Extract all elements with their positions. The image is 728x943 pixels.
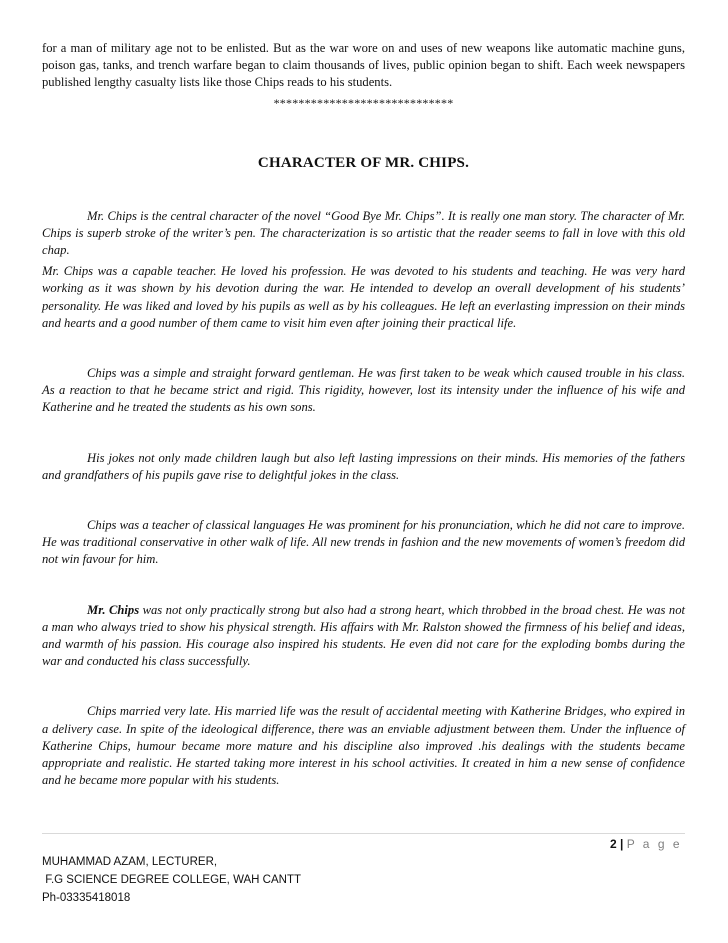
paragraph-6-text: was not only practically strong but also had a strong heart, which throbbed in the broad chest. He was not a man who always tried to show his physical strength. His affairs with Mr. Ralston showed the firmness of his belief and ideas, and warmth of his passion. His courage also inspired his students. He even did not care for the exploding bombs during the war and conducted his class successfully. — [42, 602, 685, 669]
footer-divider — [42, 833, 685, 834]
paragraph-3: Chips was a simple and straight forward gentleman. He was first taken to be weak which caused trouble in his class. As a reaction to that he became strict and rigid. This rigidity, however, lost its intensity under the influence of his wife and Katherine and he treated the students as his own sons. — [42, 366, 685, 415]
paragraph-2: Mr. Chips was a capable teacher. He loved his profession. He was devoted to his students and teaching. He was very hard working as it was shown by his devotion during the war. He intended to develop an overall development of his students’ personality. He was liked and loved by his pupils as well as by his colleagues. He left an everlasting impression on their minds and hearts and a good number of them came to visit him even after joining their practical life. — [42, 264, 685, 330]
page-label: P a g e — [626, 837, 682, 851]
paragraph-5: Chips was a teacher of classical languages He was prominent for his pronunciation, which he did not care to improve. He was traditional conservative in other walk of life. All new trends in fashion and the new movements of women’s freedom did not win favour for him. — [42, 518, 685, 567]
footer-author-name: MUHAMMAD AZAM, LECTURER, — [42, 856, 218, 868]
bold-lead: Mr. Chips — [87, 602, 140, 617]
paragraph-7: Chips married very late. His married life was the result of accidental meeting with Katherine Bridges, who expired in a delivery case. In spite of the ideological difference, there was an enviable adjustment between them. Under the influence of Katherine Chips, humour became more mature and his discipline also improved .his dealings with the students became appropriate and realistic. He started taking more interest in his school activities. It created in him a new sense of confidence and he became more popular with his students. — [42, 704, 685, 788]
page-number-separator: | — [619, 837, 624, 851]
page-number — [610, 837, 682, 851]
page-number-value: 2 — [609, 837, 617, 851]
footer-college: F.G SCIENCE DEGREE COLLEGE, WAH CANTT — [42, 874, 302, 886]
paragraph-4: His jokes not only made children laugh but also left lasting impressions on their minds. His memories of the fathers and grandfathers of his pupils gave rise to delightful jokes in the class. — [42, 450, 685, 482]
intro-paragraph: for a man of military age not to be enlisted. But as the war wore on and uses of new weapons like automatic machine guns, poison gas, tanks, and trench warfare began to claim thousands of lives, public opinion began to shift. Each week newspapers published lengthy casualty lists like those Chips reads to his students. — [42, 41, 685, 90]
document-body — [42, 40, 685, 789]
separator-stars: ***************************** — [273, 95, 454, 110]
footer-phone: Ph-03335418018 — [42, 892, 131, 904]
paragraph-6 — [42, 602, 685, 671]
paragraph-1: Mr. Chips is the central character of the novel “Good Bye Mr. Chips”. It is really one man story. The character of Mr. Chips is superb stroke of the writer’s pen. The characterization is so artistic that the reader seems to fall in love with this old chap. — [42, 208, 685, 258]
section-heading: CHARACTER OF MR. CHIPS. — [257, 154, 470, 171]
footer-author-block — [42, 853, 301, 907]
